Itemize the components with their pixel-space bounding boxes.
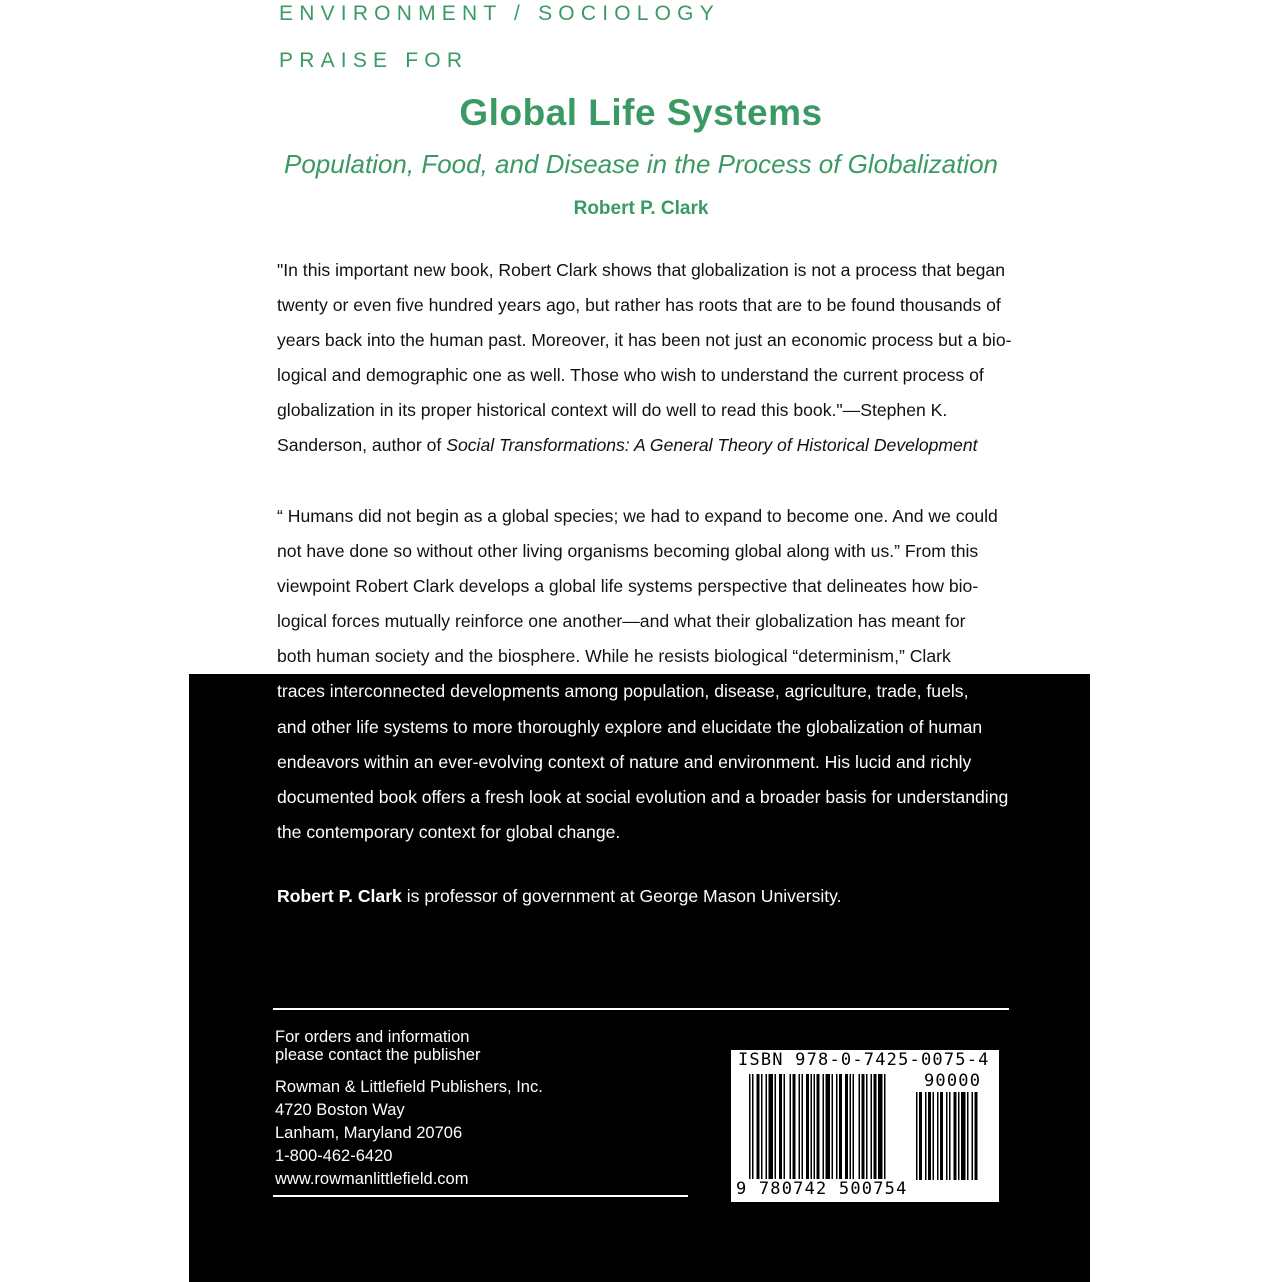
description-line: logical forces mutually reinforce one another—and what their globalization has meant for [277,611,966,632]
quote-line: years back into the human past. Moreover, it has been not just an economic process but a bio- [277,330,1012,351]
barcode-bar [850,1074,852,1180]
barcode-bar [823,1074,825,1180]
barcode-bar [949,1092,951,1180]
barcode-bar [862,1074,865,1180]
barcode-bar [916,1092,918,1180]
barcode-bar [826,1074,831,1180]
publisher-name: Rowman & Littlefield Publishers, Inc. [275,1078,543,1096]
description-line: endeavors within an ever-evolving context of nature and environment. His lucid and richly [277,751,972,772]
barcode-isbn: ISBN 978-0-7425-0075-4 [738,1050,990,1070]
book-description [277,499,1017,850]
barcode-bar [757,1074,760,1180]
barcode-bar [749,1074,751,1192]
barcode-bar [793,1074,796,1180]
barcode-bar [839,1074,842,1180]
bio-text: is professor of government at George Mason University. [401,886,842,906]
barcode-bar [972,1092,974,1180]
barcode-bar [866,1074,868,1180]
barcode-bar [961,1092,966,1180]
barcode-bar [937,1092,939,1180]
barcode-bar [790,1074,792,1180]
category-label: ENVIRONMENT / SOCIOLOGY [279,2,720,25]
barcode-bar [853,1074,855,1180]
description-line: the contemporary context for global change. [277,821,621,842]
barcode-bar [975,1092,978,1180]
contact-intro-line1: For orders and information [275,1028,470,1046]
barcode-bar [933,1092,935,1180]
description-line: and other life systems to more thoroughly explore and elucidate the globalization of human [277,716,983,737]
description-line: traces interconnected developments among population, disease, agriculture, trade, fuels, [277,681,969,702]
contact-intro-line2: please contact the publisher [275,1046,481,1064]
author-bio [277,886,842,907]
publisher-city: Lanham, Maryland 20706 [275,1124,463,1142]
barcode-price-code: 90000 [924,1071,982,1091]
description-line: not have done so without other living organisms becoming global along with us.” From this [277,541,979,562]
divider-bottom [273,1195,688,1197]
bio-author-name: Robert P. Clark [277,886,402,906]
barcode-bar [874,1074,877,1180]
barcode-bar [967,1092,969,1180]
quote-line: logical and demographic one as well. Those who wish to understand the current process of [277,365,984,386]
barcode-bar [940,1092,943,1180]
book-title: Global Life Systems [459,92,823,133]
barcode-bar [784,1074,786,1180]
description-line: documented book offers a fresh look at social evolution and a broader basis for understanding [277,786,1009,807]
barcode-bar [832,1074,834,1180]
book-subtitle: Population, Food, and Disease in the Process of Globalization [284,149,998,179]
barcode-bar [836,1074,838,1180]
barcode-bar [806,1074,809,1180]
quote-line: globalization in its proper historical context will do well to read this book."—Stephen K. [277,400,948,421]
barcode-bar [925,1092,927,1180]
attribution-prefix: Sanderson, author of [277,435,447,456]
barcode-bar [817,1074,820,1192]
barcode-bar [769,1074,774,1180]
barcode-bar [811,1074,813,1180]
barcode-bar [814,1074,816,1192]
barcode-bar [958,1092,960,1180]
cited-book-title: Social Transformations: A General Theory of Historical Development [446,435,978,456]
barcode-bar [779,1074,782,1180]
description-line: both human society and the biosphere. While he resists biological “determinism,” Clark [277,646,951,667]
quote-line: twenty or even five hundred years ago, but rather has roots that are to be found thousands of [277,295,1001,316]
barcode-bar [928,1092,931,1180]
barcode-bar [859,1074,861,1180]
quote-line: "In this important new book, Robert Clark shows that globalization is not a process that began [277,260,1005,280]
publisher-phone: 1-800-462-6420 [275,1147,393,1165]
barcode [731,1050,999,1202]
barcode-bar [799,1074,801,1180]
book-author: Robert P. Clark [573,198,709,219]
praise-quote [277,253,1017,464]
barcode-bar [919,1092,922,1180]
description-line: “ Humans did not begin as a global species; we had to expand to become one. And we could [277,506,998,526]
barcode-bar [884,1074,886,1192]
barcode-bars [749,1074,909,1192]
barcode-bar [845,1074,848,1180]
barcode-bar [802,1074,804,1180]
barcode-bar [752,1074,754,1192]
barcode-bar [871,1074,873,1180]
description-line: viewpoint Robert Clark develops a global life systems perspective that delineates how bio- [277,576,979,597]
barcode-bar [946,1092,948,1180]
quote-attribution [277,428,1017,463]
publisher-website[interactable]: www.rowmanlittlefield.com [275,1170,469,1188]
publisher-street: 4720 Boston Way [275,1101,405,1119]
barcode-bar [761,1074,763,1180]
divider-top [273,1008,1009,1010]
barcode-ean-number: 9 780742 500754 [736,1179,908,1199]
barcode-bar [775,1074,777,1180]
barcode-addon-bars [916,1092,994,1180]
barcode-bar [766,1074,768,1180]
praise-for-label: PRAISE FOR [279,49,469,72]
barcode-bar [954,1092,957,1180]
barcode-bar [878,1074,883,1180]
